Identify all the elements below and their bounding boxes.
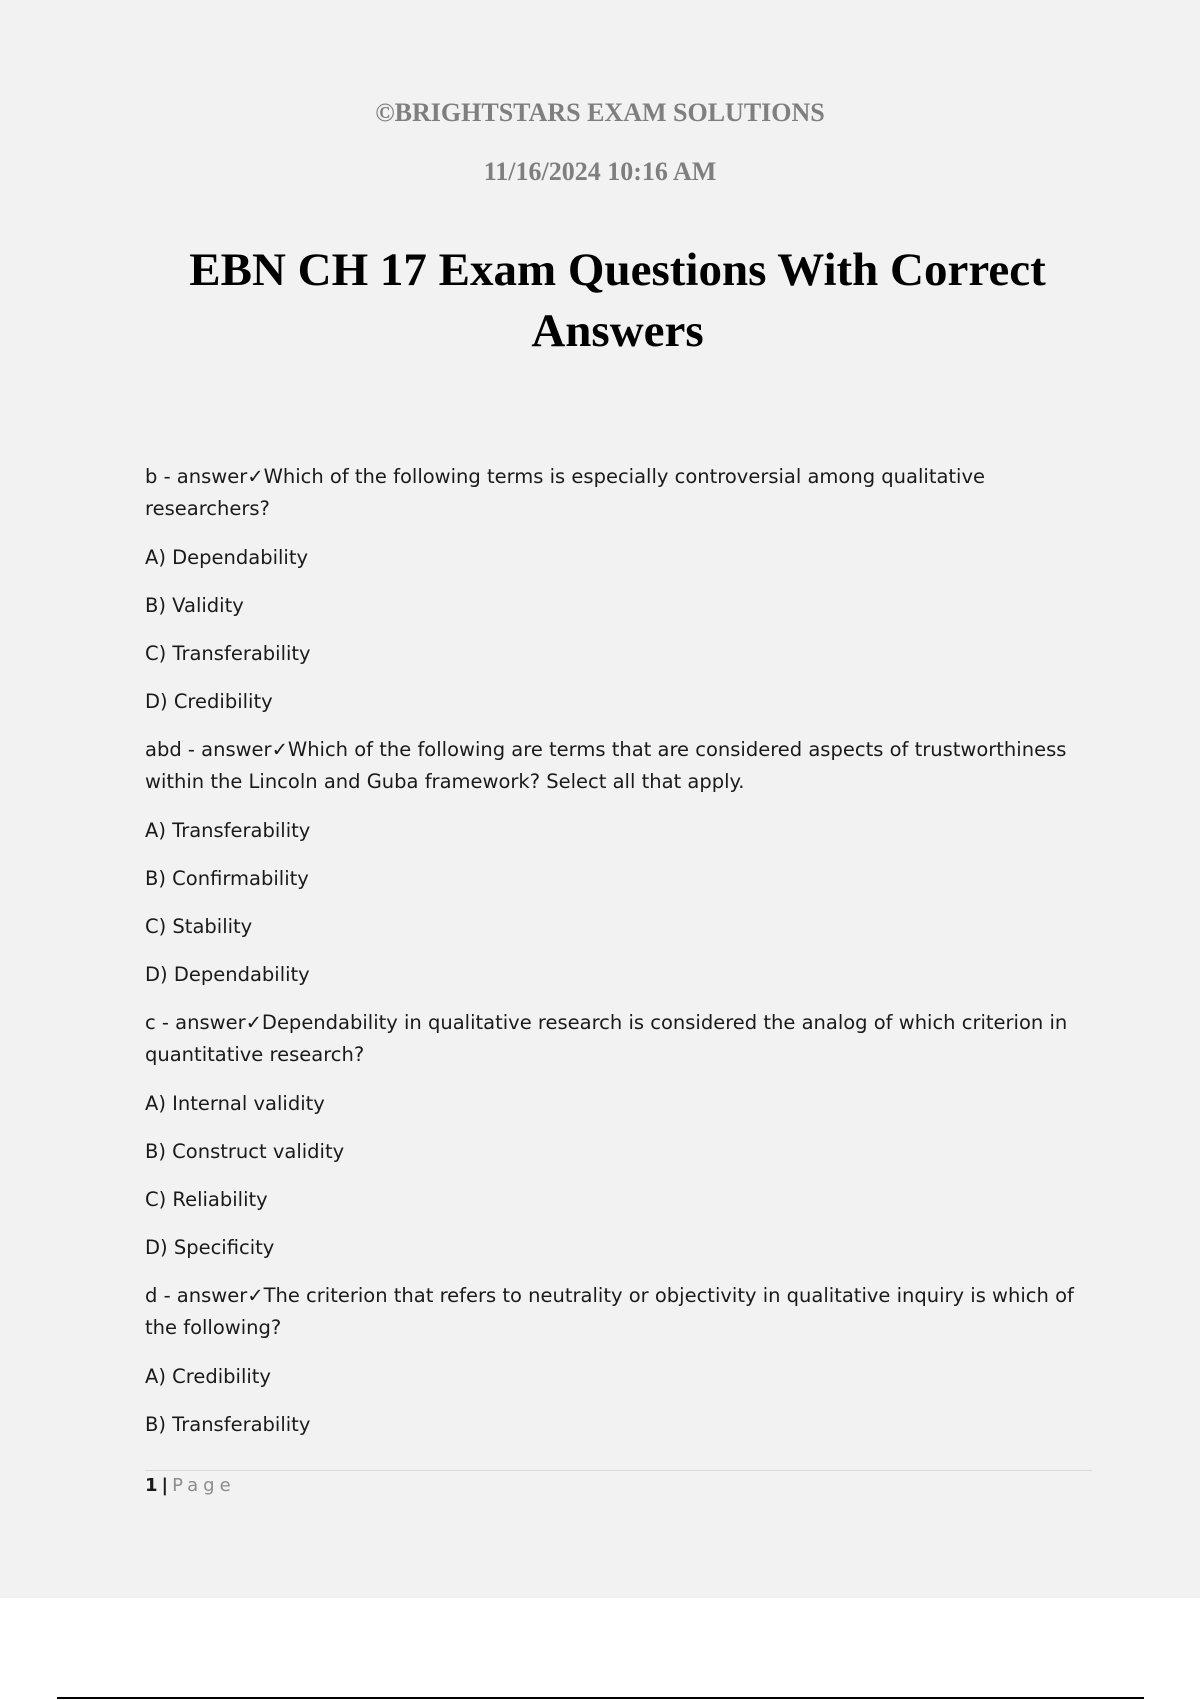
answer-option: D) Credibility <box>145 690 273 713</box>
page-number: 1 <box>145 1475 158 1496</box>
question-list <box>145 461 1090 1457</box>
page-footer <box>145 1474 236 1498</box>
answer-option: C) Transferability <box>145 642 311 665</box>
page-label: Page <box>172 1475 236 1496</box>
question-block <box>145 1280 1090 1440</box>
answer-option: B) Construct validity <box>145 1140 345 1163</box>
answer-option: D) Specificity <box>145 1236 275 1259</box>
footer-divider <box>145 1470 1092 1471</box>
answer-option: B) Confirmability <box>145 867 309 890</box>
question-text: d - answer✓The criterion that refers to neutrality or objectivity in qualitative inquiry is which of the following? <box>145 1284 1074 1339</box>
answer-option: A) Transferability <box>145 819 311 842</box>
brand-header: ©BRIGHTSTARS EXAM SOLUTIONS <box>375 98 825 127</box>
answer-option: C) Reliability <box>145 1188 268 1211</box>
question-text: abd - answer✓Which of the following are terms that are considered aspects of trustworthiness within the Lincoln and Guba framework? Select all that apply. <box>145 738 1067 793</box>
question-text: c - answer✓Dependability in qualitative research is considered the analog of which criterion in quantitative research? <box>145 1011 1068 1066</box>
page-separator: | <box>161 1475 169 1496</box>
timestamp-header: 11/16/2024 10:16 AM <box>483 157 717 186</box>
answer-option: C) Stability <box>145 915 253 938</box>
answer-option: A) Dependability <box>145 546 309 569</box>
answer-option: B) Validity <box>145 594 244 617</box>
answer-option: A) Internal validity <box>145 1092 325 1115</box>
question-block <box>145 461 1090 717</box>
answer-option: A) Credibility <box>145 1365 271 1388</box>
answer-option: D) Dependability <box>145 963 310 986</box>
question-text: b - answer✓Which of the following terms is especially controversial among qualitative researchers? <box>145 465 986 520</box>
question-block <box>145 1007 1090 1263</box>
answer-option: B) Transferability <box>145 1413 311 1436</box>
document-title: EBN CH 17 Exam Questions With Correct Answers <box>189 244 1046 357</box>
question-block <box>145 734 1090 990</box>
next-page-top-border <box>57 1697 1144 1699</box>
